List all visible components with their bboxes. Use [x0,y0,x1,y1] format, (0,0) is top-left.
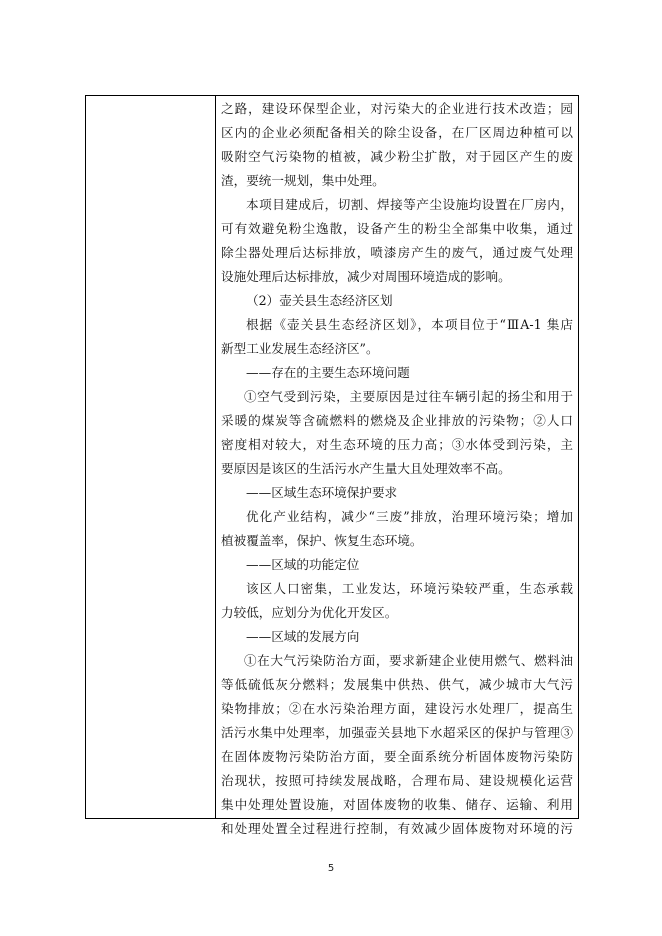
text-line: ①空气受到污染，主要原因是过往车辆引起的扬尘和用于 [244,389,573,404]
text-line: 治现状，按照可持续发展战略，合理布局、建设规模化运营 [221,773,573,788]
text-line: 之路，建设环保型企业，对污染大的企业进行技术改造；园 [221,101,573,116]
text-line: 染物排放；②在水污染治理方面，建设污水处理厂，提高生 [221,701,573,716]
text-line: 新型工业发展生态经济区”。 [221,341,379,356]
table-right-column [216,96,578,836]
text-line: 集中处理处置设施，对固体废物的收集、储存、运输、利用 [221,797,573,812]
text-line: 和处理处置全过程进行控制，有效减少固体废物对环境的污 [221,821,573,836]
text-line: 等低硫低灰分燃料；发展集中供热、供气，减少城市大气污 [221,677,573,692]
text-line: 该区人口密集，工业发达，环境污染较严重，生态承载 [246,581,573,596]
page-number: 5 [327,863,335,874]
text-line: 本项目建成后，切割、焊接等产尘设施均设置在厂房内， [246,197,573,212]
text-line: 设施处理后达标排放，减少对周围环境造成的影响。 [221,269,511,284]
text-line: 区内的企业必须配备相关的除尘设备，在厂区周边种植可以 [221,125,573,140]
table-left-column [86,96,216,818]
text-line: 可有效避免粉尘逸散，设备产生的粉尘全部集中收集，通过 [221,221,573,236]
text-line: 密度相对较大，对生态环境的压力高；③水体受到污染，主 [221,437,573,452]
text-line: 采暖的煤炭等含硫燃料的燃烧及企业排放的污染物；②人口 [221,413,573,428]
section-heading: （2）壶关县生态经济区划 [246,293,393,308]
text-line: 在固体废物污染防治方面，要全面系统分析固体废物污染防 [221,749,573,764]
subheading: ——区域的发展方向 [246,629,360,644]
text-line: 吸附空气污染物的植被，减少粉尘扩散，对于园区产生的废 [221,149,573,164]
text-line: 要原因是该区的生活污水产生量大且处理效率不高。 [221,461,511,476]
text-line: 渣，要统一规划，集中处理。 [221,173,385,188]
text-line: 植被覆盖率，保护、恢复生态环境。 [221,533,423,548]
subheading: ——存在的主要生态环境问题 [246,365,410,380]
text-line: 根据《壶关县生态经济区划》，本项目位于“ⅢA-1 集店 [246,317,573,332]
text-line: 活污水集中处理率，加强壶关县地下水超采区的保护与管理③ [221,725,573,740]
subheading: ——区域生态环境保护要求 [246,485,398,500]
content-table [85,95,579,836]
text-line: 力较低，应划分为优化开发区。 [221,605,398,620]
subheading: ——区域的功能定位 [246,557,360,572]
text-line: ①在大气污染防治方面，要求新建企业使用燃气、燃料油 [244,653,573,668]
text-line: 优化产业结构，减少“三废”排放，治理环境污染；增加 [246,509,573,524]
text-line: 除尘器处理后达标排放，喷漆房产生的废气，通过废气处理 [221,245,573,260]
